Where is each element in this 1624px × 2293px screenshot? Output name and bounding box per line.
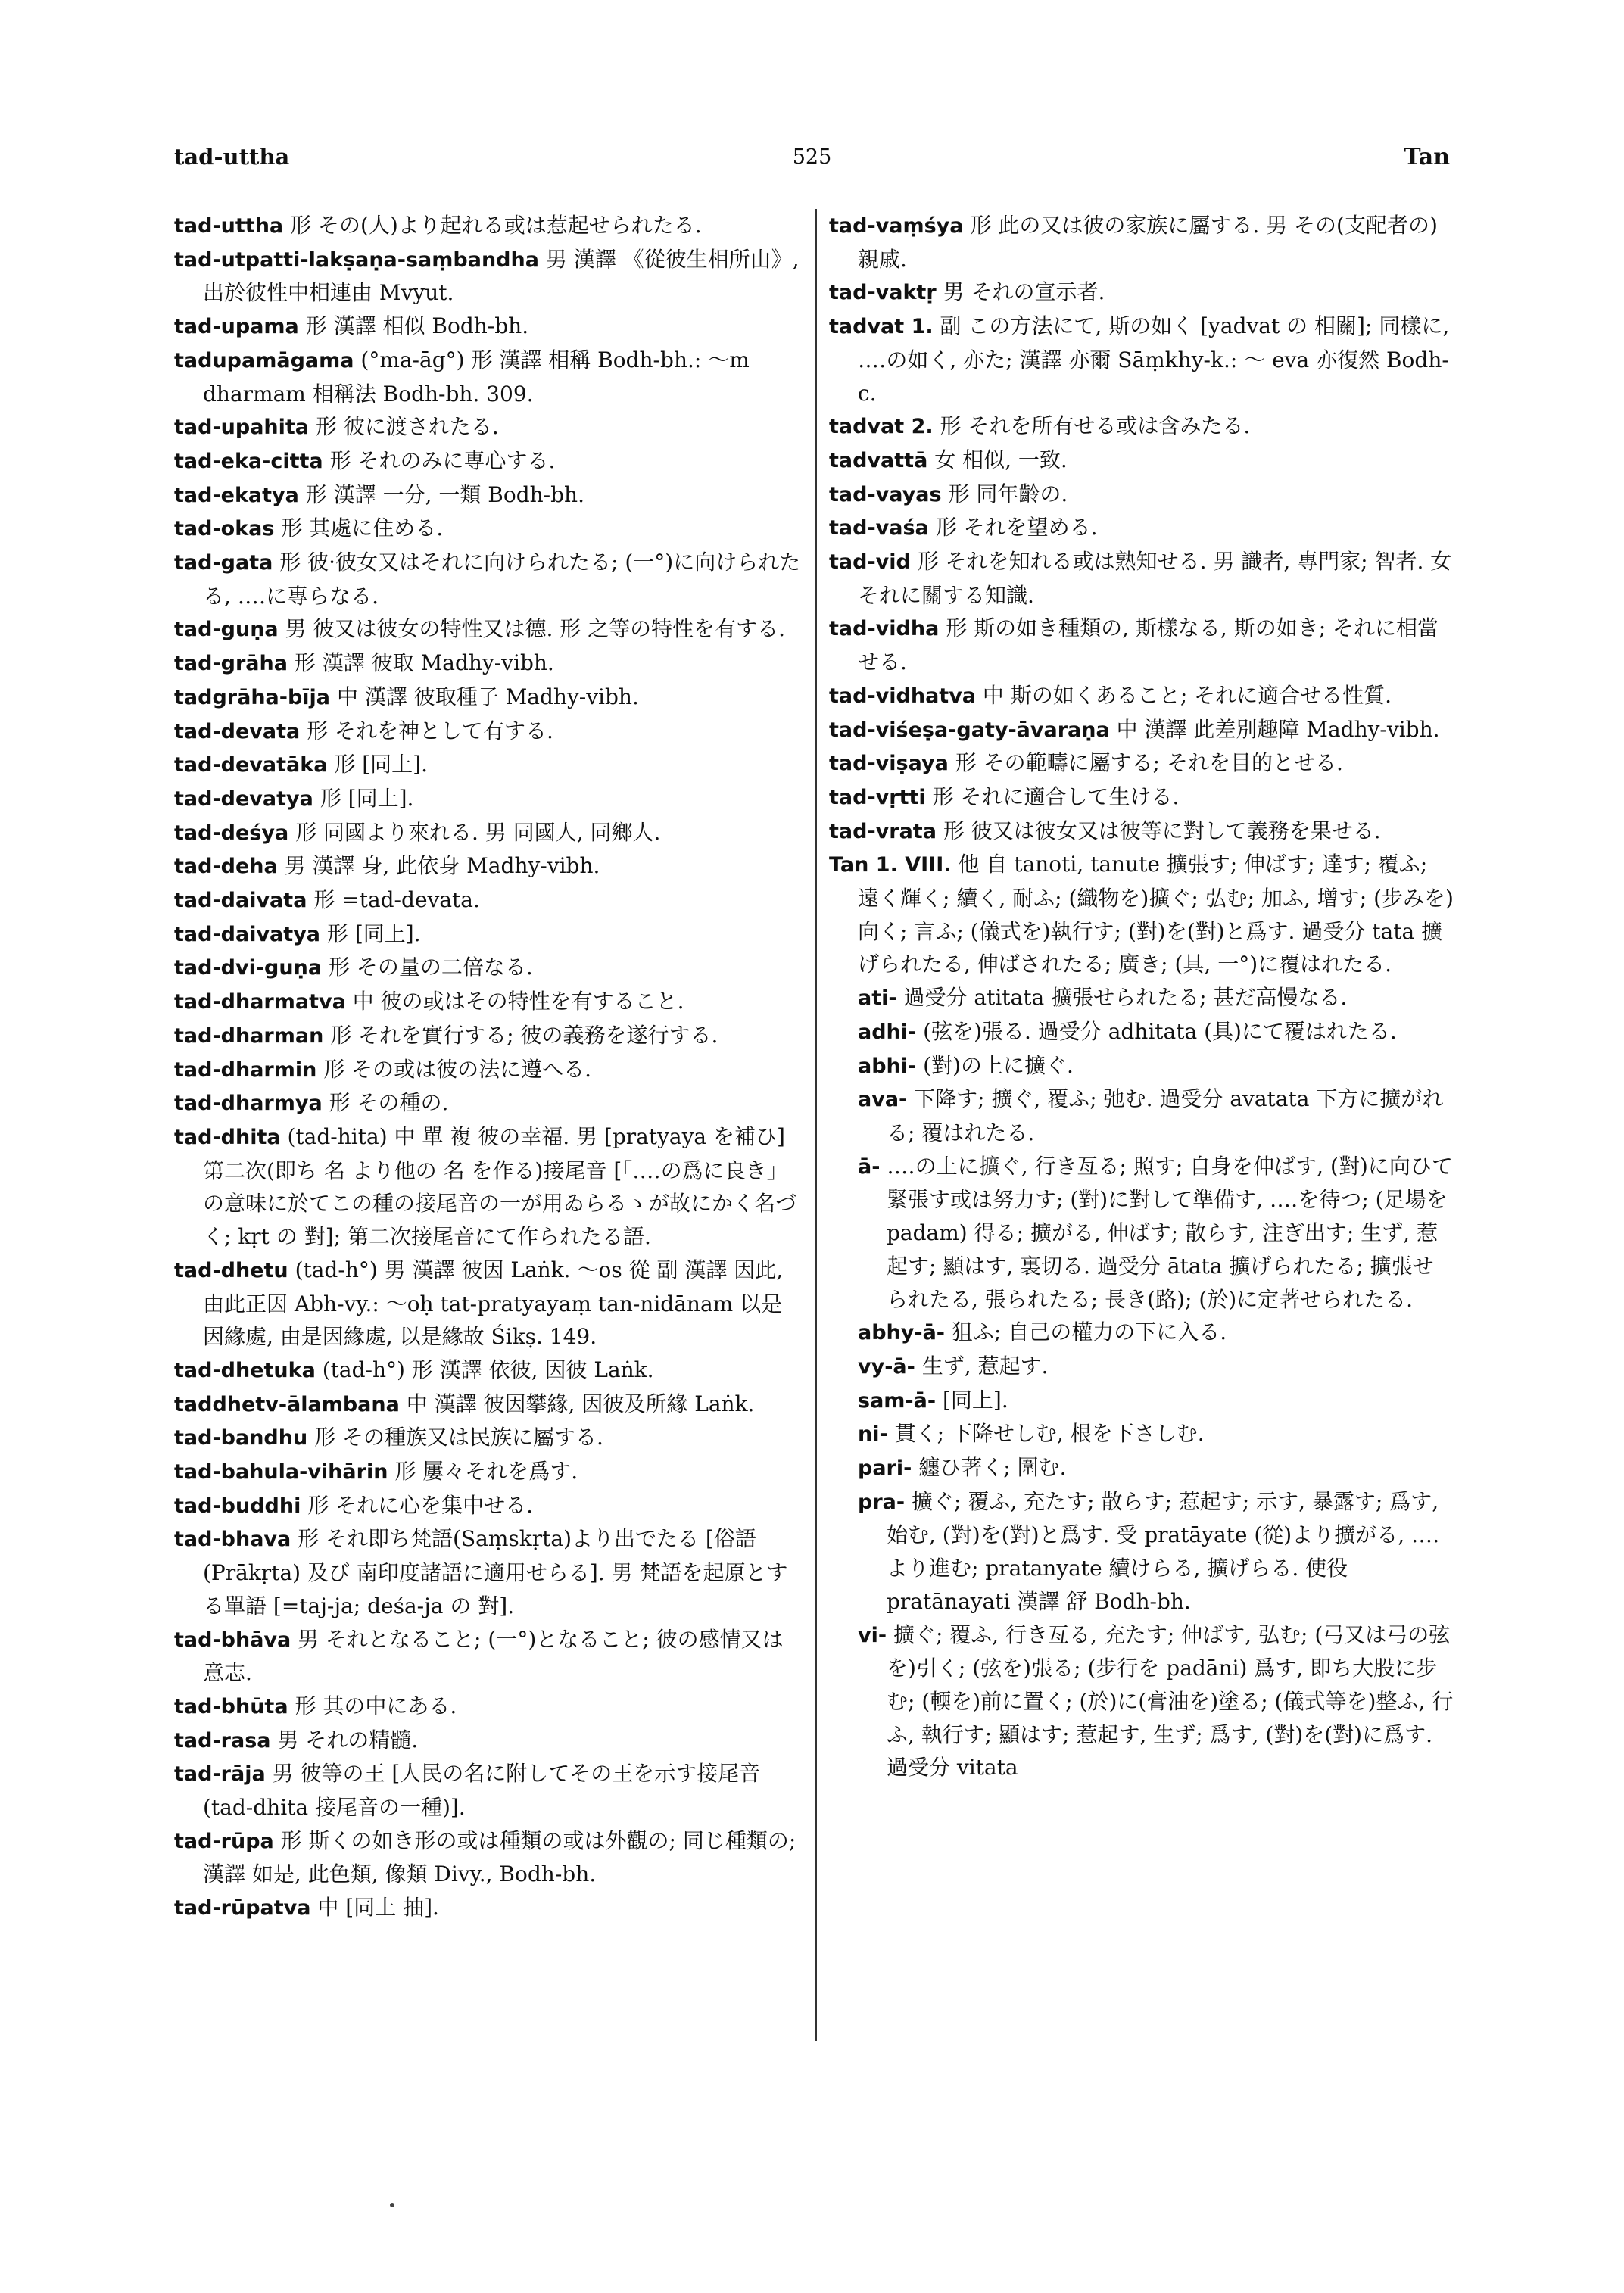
entry-headword: tad-deha [174,855,278,879]
dictionary-entry [174,1757,803,1824]
entry-headword: tad-rāja [174,1762,266,1787]
entry-headword: tad-guṇa [174,618,279,642]
entry-definition: 中 [同上 抽]. [317,1895,439,1921]
entry-headword: tad-vrata [829,819,937,843]
entry-definition: 中 漢譯 彼因攀緣, 因彼及所緣 Laṅk. [406,1391,755,1416]
dictionary-entry [174,681,803,715]
entry-headword: tad-gata [174,551,273,575]
entry-headword: adhi- [858,1020,917,1044]
entry-headword: tadvat 1. [829,315,934,339]
dictionary-entry [174,209,803,243]
left-column [174,209,803,1925]
dictionary-entry [829,713,1454,747]
dictionary-entry [858,1618,1454,1785]
dictionary-entry [174,646,803,681]
entry-definition: 狙ふ; 自己の權力の下に入る. [951,1319,1227,1345]
entry-definition: 形 その(人)より起れる或は惹起せられたる. [290,213,702,238]
entry-headword: tad-daivata [174,889,307,913]
entry-definition: 形 斯の如き種類の, 斯樣なる, 斯の如き; それに相當せる. [858,615,1439,675]
dictionary-entry [829,746,1454,780]
dictionary-entry [829,478,1454,512]
entry-headword: tad-vayas [829,482,942,506]
entry-definition: 形 それのみに専心する. [329,447,556,473]
entry-definition: 形 それを所有せる或は含みたる. [940,413,1251,439]
dictionary-entry [174,444,803,478]
entry-definition: 男 それの精髓. [277,1727,419,1752]
running-head-right: Tan [1404,144,1450,170]
dictionary-entry [174,782,803,816]
entry-headword: tad-grāha [174,652,288,676]
page-header [174,144,1450,180]
entry-headword: abhy-ā- [858,1321,946,1345]
dictionary-entry [829,848,1454,981]
entry-definition: 男 彼等の王 [人民の名に附してその王を示す接尾音 (tad-dhita 接尾音の一種)]. [203,1761,761,1821]
entry-definition: 形 漢譯 一分, 一類 Bodh-bh. [305,481,584,507]
dictionary-entry [174,1086,803,1120]
dictionary-entry [174,1053,803,1087]
entry-definition: 形 それを知れる或は熟知せる. 男 識者, 專門家; 智者. 女 それに關する知識. [858,549,1452,608]
stray-mark [390,2203,394,2207]
dictionary-entry [174,478,803,512]
dictionary-entry [858,1049,1454,1083]
dictionary-entry [858,1150,1454,1316]
entry-headword: tad-vaśa [829,516,929,541]
entry-headword: sam-ā- [858,1388,937,1413]
entry-definition: 擴ぐ; 覆ふ, 行き亙る, 充たす; 伸ばす, 弘む; (弓又は弓の弦を)引く; (弦を)張る; (步行を padāni) 爲す, 即ち大股に步む; (輭を)前に置く; (於)に(膏油を)塗る; (儀式等を)整ふ, 行ふ, 執行す; 顯はす; 惹起す, 生ず; 爲す, (對)を(對)に爲す. 過受分 vitata [887,1622,1454,1781]
entry-headword: ni- [858,1422,888,1447]
entry-headword: ati- [858,986,897,1011]
dictionary-entry [858,981,1454,1015]
entry-headword: tadvat 2. [829,415,934,439]
dictionary-entry [174,1019,803,1053]
entry-headword: tad-upama [174,315,299,339]
dictionary-entry [174,310,803,344]
entry-definition: (對)の上に擴ぐ. [923,1052,1074,1078]
entry-definition: (°ma-āg°) 形 漢譯 相稱 Bodh-bh.: 〜m dharmam 相稱法 Bodh-bh. 309. [203,347,750,407]
entry-headword: tad-viṣaya [829,752,949,776]
entry-definition: 形 彼·彼女又はそれに向けられたる; (一°)に向けられたる, ‥‥に專らなる. [203,550,801,609]
entry-headword: ava- [858,1088,908,1112]
entry-definition: 形 [同上]. [320,785,414,811]
dictionary-entry [174,849,803,883]
entry-headword: tad-dhetuka [174,1358,316,1382]
entry-headword: vi- [858,1623,887,1647]
entry-headword: tad-deśya [174,821,289,845]
entry-definition: 男 彼又は彼女の特性又は德. 形 之等の特性を有する. [285,616,786,642]
dictionary-entry [858,1417,1454,1451]
dictionary-entry [174,344,803,410]
column-divider [815,209,817,2041]
entry-headword: tad-utpatti-lakṣaṇa-saṃbandha [174,248,539,272]
dictionary-entry [174,1724,803,1758]
entry-definition: 形 それを神として有する. [307,718,553,743]
dictionary-entry [174,612,803,646]
right-column [829,209,1454,1784]
entry-headword: tad-dharmya [174,1092,323,1116]
entry-definition: 形 それに心を集中せる. [307,1492,534,1518]
entry-definition: 中 彼の或はその特性を有すること. [352,989,684,1014]
entry-definition: 形 其の中にある. [295,1693,457,1718]
entry-headword: tad-dharmatva [174,990,346,1014]
dictionary-entry [829,209,1454,276]
entry-headword: tad-dhita [174,1125,281,1149]
entry-definition: 副 この方法にて, 斯の如く [yadvat の 相關]; 同樣に, ‥‥の如く, 亦た; 漢譯 亦爾 Sāṃkhy-k.: 〜 eva 亦復然 Bodh-c. [858,313,1450,406]
entry-definition: 形 彼又は彼女又は彼等に對して義務を果せる. [943,818,1381,843]
entry-headword: tad-rasa [174,1728,271,1752]
entry-headword: tad-upahita [174,416,310,440]
entry-definition: 形 其處に住める. [281,516,444,541]
dictionary-entry [174,512,803,546]
dictionary-entry [174,1455,803,1489]
running-head-left: tad-uttha [174,144,290,170]
entry-headword: tad-bhava [174,1528,291,1552]
entry-definition: 形 その量の二倍なる. [328,955,533,980]
entry-definition: 男 漢譯 身, 此依身 Madhy-vibh. [284,853,600,879]
entry-definition: 擴ぐ; 覆ふ, 充たす; 散らす; 惹起す; 示す, 暴露す; 爲す, 始む, (對)を(對)と爲す. 受 pratāyate (從)より擴がる, ‥‥より進む; pratanyate 續けらる, 擴げらる. 使役 pratānayati 漢譯 舒 Bodh-bh. [887,1488,1440,1614]
dictionary-entry [174,1489,803,1523]
entry-headword: tad-bhāva [174,1628,291,1652]
entry-headword: pra- [858,1490,906,1514]
dictionary-entry [858,1384,1454,1418]
entry-definition: 形 [同上]. [326,921,421,946]
entry-headword: tad-okas [174,517,275,541]
dictionary-entry [174,985,803,1019]
dictionary-entry [174,1120,803,1254]
entry-definition: 形 漢譯 相似 Bodh-bh. [305,313,529,339]
dictionary-entry [829,679,1454,713]
entry-headword: tad-dharman [174,1023,324,1048]
dictionary-entry [858,1015,1454,1049]
dictionary-entry [174,883,803,918]
entry-definition: 形 それ即ち梵語(Saṃskṛta)より出でたる [俗語 (Prākṛta) 及び 南印度諸語に適用せらる]. 男 梵語を起原とする單語 [=taj-ja; deśa-ja の 對]. [203,1526,788,1618]
entry-definition: 過受分 atitata 擴張せられたる; 甚だ高慢なる. [903,985,1348,1011]
entry-definition: 男 それとなること; (一°)となること; 彼の感情又は意志. [203,1626,784,1686]
dictionary-entry [829,612,1454,678]
dictionary-entry [174,1388,803,1422]
entry-headword: tad-dhetu [174,1258,288,1282]
entry-headword: abhi- [858,1054,917,1078]
dictionary-entry [174,546,803,612]
dictionary-entry [858,1083,1454,1149]
entry-headword: tad-eka-citta [174,449,323,473]
entry-definition: 形 それを實行する; 彼の義務を遂行する. [330,1022,718,1048]
dictionary-entry [174,1891,803,1925]
entry-definition: 形 屢々それを爲す. [394,1459,578,1485]
entry-headword: tad-buddhi [174,1494,301,1518]
entry-headword: tad-viśeṣa-gaty-āvaraṇa [829,718,1110,742]
entry-headword: tadupamāgama [174,348,354,372]
entry-definition: 纏ひ著く; 圍む. [918,1455,1067,1481]
entry-headword: tadgrāha-bīja [174,685,331,709]
entry-definition: 貫く; 下降せしむ, 根を下さしむ. [894,1421,1205,1447]
entry-headword: tad-vidha [829,617,940,641]
entry-headword: tad-rūpa [174,1829,274,1853]
entry-definition: 形 その種族又は民族に屬する. [314,1425,603,1450]
entry-definition: [同上]. [942,1387,1008,1413]
dictionary-entry [174,715,803,749]
dictionary-entry [174,748,803,782]
dictionary-entry [858,1485,1454,1618]
dictionary-entry [174,1824,803,1891]
entry-definition: 形 その或は彼の法に遵へる. [323,1056,592,1082]
entry-definition: (弦を)張る. 過受分 adhitata (具)にて覆はれたる. [923,1018,1397,1044]
entry-headword: tad-rūpatva [174,1896,311,1921]
dictionary-entry [829,545,1454,612]
entry-headword: tad-vaṃśya [829,214,964,238]
entry-headword: tad-devatya [174,787,313,811]
dictionary-entry [829,410,1454,444]
dictionary-entry [174,1623,803,1690]
entry-definition: ‥‥の上に擴ぐ, 行き亙る; 照す; 自身を伸ばす, (對)に向ひて緊張す或は努力す; (對)に對して準備す, ‥‥を待つ; (足場を padam) 得る; 擴がる, 伸ばす; 散らす, 注ぎ出す; 生ず, 惹起す; 顯はす, 裏切る. 過受分 ātata 擴げられたる; 擴張せられたる, 張られたる; 長き(路); (於)に定著せられたる. [887,1153,1453,1312]
entry-definition: 中 斯の如くあること; それに適合せる性質. [982,682,1392,708]
dictionary-entry [829,511,1454,545]
entry-definition: (tad-h°) 形 漢譯 依彼, 因彼 Laṅk. [322,1357,654,1382]
entry-headword: tad-bhūta [174,1694,288,1718]
entry-definition: 形 漢譯 彼取 Madhy-vibh. [294,650,554,676]
dictionary-entry [829,276,1454,310]
entry-headword: tad-devatāka [174,753,328,777]
dictionary-entry [174,1354,803,1388]
entry-headword: tad-vidhatva [829,684,977,708]
entry-headword: tad-vaktṛ [829,281,937,305]
dictionary-entry [174,951,803,985]
entry-definition: 形 同國より來れる. 男 同國人, 同鄉人. [295,819,661,845]
entry-definition: 形 それに適合して生ける. [932,784,1180,809]
dictionary-entry [858,1350,1454,1384]
dictionary-entry [829,444,1454,478]
entry-headword: tad-dharmin [174,1058,317,1082]
entry-headword: tad-bahula-vihārin [174,1460,388,1485]
entry-definition: 男 漢譯 《從彼生相所由》, 出於彼性中相連由 Mvyut. [203,246,800,306]
entry-headword: taddhetv-ālambana [174,1392,400,1416]
entry-definition: 形 此の又は彼の家族に屬する. 男 その(支配者の)親戚. [858,213,1438,272]
dictionary-entry [174,918,803,952]
dictionary-entry [174,1421,803,1455]
entry-definition: 男 それの宣示者. [943,279,1105,305]
entry-headword: ā- [858,1154,881,1179]
entry-headword: tad-uttha [174,214,284,238]
dictionary-entry [174,816,803,850]
entry-headword: tadvattā [829,448,928,472]
entry-definition: 形 =tad-devata. [313,887,480,913]
dictionary-entry [174,410,803,444]
entry-definition: (tad-hita) 中 單 複 彼の幸福. 男 [pratyaya を補ひ] 第二次(即ち 名 より他の 名 を作る)接尾音 [「‥‥の爲に良き」の意味に於てこの種の接尾音の一が用ゐらるゝが故にかく名づく; kṛt の 對]; 第二次接尾音にて作られたる語. [203,1123,797,1250]
entry-headword: tad-vid [829,550,911,575]
entry-definition: 形 斯くの如き形の或は種類の或は外觀の; 同じ種類の; 漢譯 如是, 此色類, 像類 Divy., Bodh-bh. [203,1827,796,1887]
page-number: 525 [792,145,832,169]
entry-headword: tad-daivatya [174,922,321,946]
entry-definition: 生ず, 惹起す. [921,1353,1049,1379]
dictionary-entry [174,1690,803,1724]
entry-definition: 形 彼に渡されたる. [315,414,499,440]
entry-definition: 中 漢譯 此差別趣障 Madhy-vibh. [1116,716,1440,742]
entry-definition: 形 その種の. [329,1090,449,1116]
entry-definition: 形 [同上]. [334,752,428,777]
dictionary-entry [174,243,803,310]
entry-definition: 女 相似, 一致. [934,447,1068,472]
dictionary-entry [829,310,1454,410]
dictionary-entry [174,1522,803,1622]
dictionary-entry [858,1316,1454,1350]
dictionary-entry [829,780,1454,815]
entry-headword: tad-ekatya [174,483,299,507]
entry-definition: 形 同年齡の. [948,481,1068,506]
dictionary-entry [829,815,1454,849]
entry-definition: 形 それを望める. [935,515,1098,541]
dictionary-entry [858,1451,1454,1485]
entry-headword: tad-devata [174,719,301,743]
entry-headword: tad-dvi-guṇa [174,956,323,980]
entry-headword: vy-ā- [858,1354,915,1379]
entry-definition: 中 漢譯 彼取種子 Madhy-vibh. [336,684,639,709]
entry-definition: 下降す; 擴ぐ, 覆ふ; 弛む. 過受分 avatata 下方に擴がれる; 覆はれたる. [887,1086,1444,1145]
entry-headword: tad-bandhu [174,1426,308,1450]
entry-headword: pari- [858,1456,912,1481]
entry-headword: Tan 1. VIII. [829,853,952,877]
entry-definition: 他 自 tanoti, tanute 擴張す; 伸ばす; 達す; 覆ふ; 遠く輝く; 續く, 耐ふ; (織物を)擴ぐ; 弘む; 加ふ, 增す; (步みを)向く; 言ふ; (儀式を)執行す; (對)を(對)と爲す. 過受分 tata 擴げられたる, 伸ばされたる; 廣き; (具, 一°)に覆はれたる. [858,852,1454,977]
entry-headword: tad-vṛtti [829,785,926,809]
entry-definition: (tad-h°) 男 漢譯 彼因 Laṅk. 〜os 從 副 漢譯 因此, 由此正因 Abh-vy.: 〜oḥ tat-pratyayaṃ tan-nidānam 以是因緣處, 由是因緣處, 以是緣故 Śikṣ. 149. [203,1257,784,1350]
entry-definition: 形 その範疇に屬する; それを目的とせる. [955,750,1343,776]
dictionary-entry [174,1254,803,1354]
